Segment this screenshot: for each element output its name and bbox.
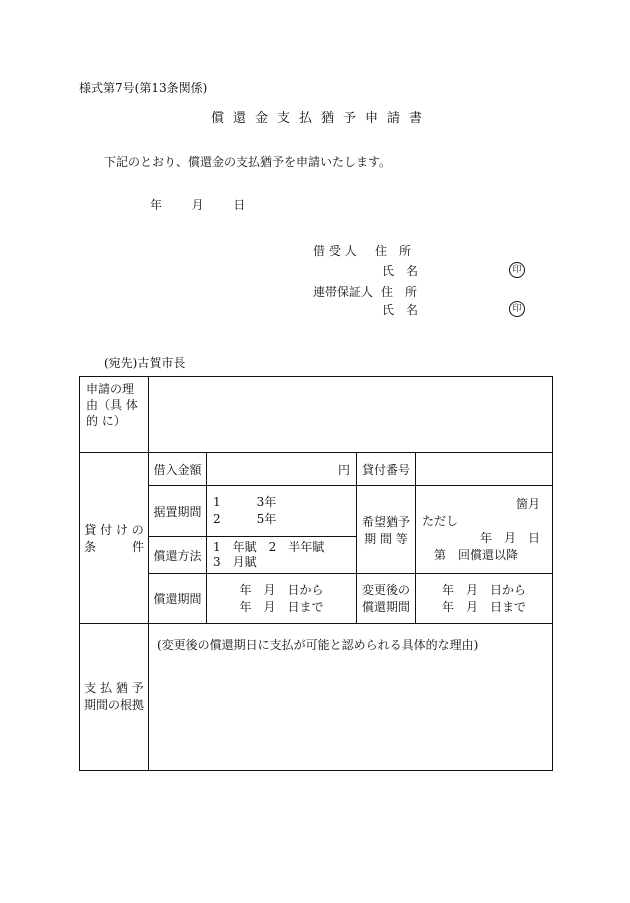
requested-deferral-input[interactable] [416, 486, 553, 574]
reason-row [80, 377, 553, 453]
repayment-method-options[interactable] [207, 537, 357, 574]
changed-from-date: 年 月 日から [441, 582, 526, 597]
application-table [79, 376, 553, 771]
borrower-address-label: 住 所 [375, 244, 412, 258]
repayment-option-1: 1 年賦 2 半年賦 [213, 540, 325, 554]
borrower-label: 借 受 人 [313, 244, 357, 258]
deferral-basis-note: (変更後の償還期日に支払が可能と認められる具体的な理由) [157, 638, 479, 652]
date-month: 月 [191, 198, 204, 212]
guarantor-address-label: 住 所 [381, 285, 418, 299]
loan-amount-label: 借入金額 [149, 453, 207, 486]
page-title: 償還金支払猶予申請書 [210, 111, 431, 126]
months-unit: 箇月 [515, 496, 540, 511]
deferral-basis-label: 支 払 猶 予 期間の根拠 [80, 624, 149, 771]
reason-label: 申請の理由（具 体 的 に） [80, 377, 149, 453]
deferral-period-label: 据置期間 [149, 486, 207, 537]
loan-amount-row [80, 453, 553, 486]
repayment-period-label: 償還期間 [149, 574, 207, 624]
changed-period-input[interactable] [416, 574, 553, 624]
however-date: 年 月 日 [479, 530, 540, 545]
repayment-period-input[interactable] [207, 574, 357, 624]
form-number: 様式第7号(第13条関係) [79, 81, 208, 95]
guarantor-seal-icon: 印 [509, 301, 525, 317]
repayment-option-2: 3 月賦 [213, 555, 257, 569]
repayment-to-date: 年 月 日まで [239, 599, 324, 614]
deferral-option-1: 1 3年 [213, 495, 277, 509]
borrower-name-label: 氏 名 [382, 264, 419, 278]
changed-to-date: 年 月 日まで [441, 599, 526, 614]
guarantor-label: 連帯保証人 [313, 285, 374, 299]
loan-amount-unit: 円 [337, 462, 350, 477]
deferral-period-options[interactable] [207, 486, 357, 537]
loan-number-label: 貸付番号 [357, 453, 416, 486]
loan-amount-input[interactable] [207, 453, 357, 486]
date-day: 日 [233, 198, 246, 212]
repayment-method-label: 償還方法 [149, 537, 207, 574]
loan-number-input[interactable] [416, 453, 553, 486]
repayment-from-date: 年 月 日から [239, 582, 324, 597]
deferral-basis-row [80, 624, 553, 771]
deferral-period-row [80, 486, 553, 537]
loan-conditions-label: 貸 付 け の 条 件 [80, 453, 149, 624]
addressee: (宛先)古賀市長 [104, 356, 186, 370]
deferral-basis-input[interactable] [149, 624, 553, 771]
from-nth-repayment: 第 回償還以降 [434, 547, 519, 562]
intro-text: 下記のとおり、償還金の支払猶予を申請いたします。 [104, 155, 392, 169]
guarantor-name-label: 氏 名 [382, 303, 419, 317]
reason-input[interactable] [149, 377, 553, 453]
date-line [150, 196, 245, 213]
repayment-period-row [80, 574, 553, 624]
changed-period-label: 変更後の 償還期間 [357, 574, 416, 624]
date-year: 年 [150, 198, 163, 212]
however-text: ただし [422, 513, 459, 528]
borrower-seal-icon: 印 [509, 262, 525, 278]
deferral-option-2: 2 5年 [213, 512, 277, 526]
requested-deferral-label: 希望猶予 期 間 等 [357, 486, 416, 574]
